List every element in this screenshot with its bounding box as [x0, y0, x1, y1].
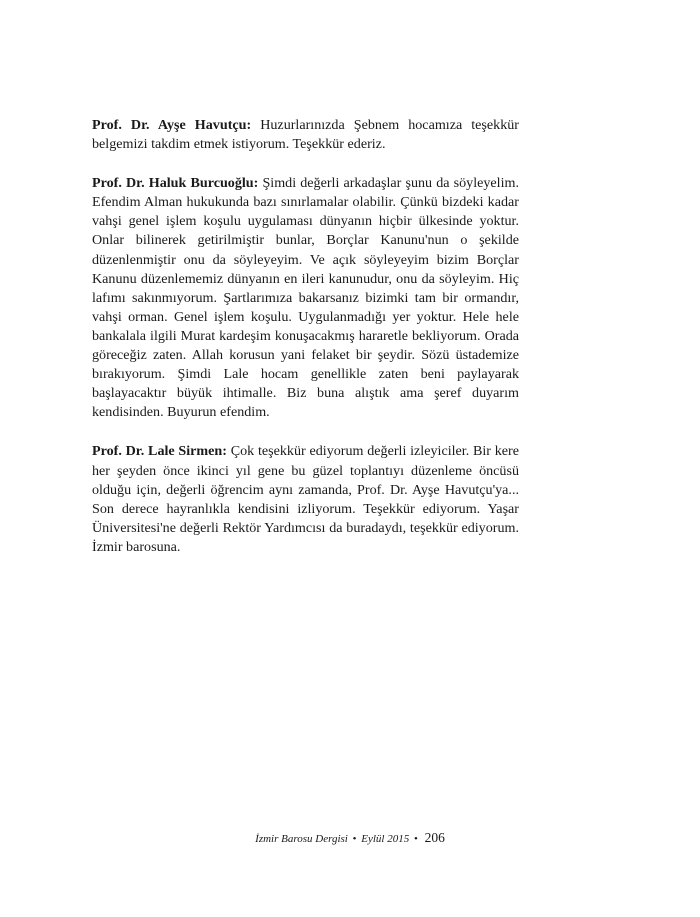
paragraph-sirmen [92, 442, 519, 557]
footer-separator: • [352, 833, 357, 845]
speaker-name: Prof. Dr. Ayşe Havutçu: [92, 117, 252, 133]
document-body [92, 116, 519, 577]
paragraph-text: Huzurlarınızda Şebnem hocamıza teşekkür belgemizi takdim etmek istiyorum. Teşekkür ederiz. [92, 117, 519, 153]
speaker-name: Prof. Dr. Haluk Burcuoğlu: [92, 175, 259, 192]
paragraph-text: Şimdi değerli arkadaşlar şunu da söyleyelim. Efendim Alman hukukunda bazı sınırlamalar olabilir. Çünkü bizdeki kadar vahşi genel işlem koşulu uygulaması dünyanın hiçbir ülkesinde yoktur. Onlar bilinerek getirilmiştir bunlar, Borçlar Kanunu'nun o şekilde düzenlenmiştir onu da söyleyeyim. Ve açık söyleyeyim bizim Borçlar Kanunu düzenlememiz dünyanın en ileri kanunudur, onu da söyleyim. Hiç lafımı sakınmıyorum. Şartlarımıza bakarsanız bizimki tam bir ormandır, vahşi orman. Genel işlem koşulu. Uygulanmadığı yer yoktur. Hele hele bankalala ilgili Murat kardeşim konuşacakmış hararetle bekliyorum. Orada göreceğiz zaten. Allah korusun yani felaket bir şeydir. Sözü üstademize bırakıyorum. Şimdi Lale hocam genellikle zaten beni paylayarak başlayacaktır büyük ihtimalle. Biz buna alıştık ama şeref duyarım kendisinden. Buyurun efendim. [92, 175, 519, 421]
paragraph-text: Çok teşekkür ediyorum değerli izleyiciler. Bir kere her şeyden önce ikinci yıl gene bu güzel toplantıyı düzenleme öncüsü olduğu için, değerli öğrencim aynı zamanda, Prof. Dr. Ayşe Havutçu'ya... Son derece hayranlıkla kendisini izliyorum. Teşekkür ediyorum. Yaşar Üniversitesi'ne değerli Rektör Yardımcısı da buradaydı, teşekkür ediyorum. İzmir barosuna. [92, 443, 519, 555]
speaker-name: Prof. Dr. Lale Sirmen: [92, 443, 227, 460]
page-number: 206 [424, 830, 445, 845]
paragraph-havutcu [92, 116, 519, 154]
page-footer [0, 831, 700, 846]
footer-separator-2: • [413, 833, 418, 845]
journal-date: Eylül 2015 [361, 833, 410, 845]
journal-title: İzmir Barosu Dergisi [255, 833, 348, 845]
paragraph-burcuoglu [92, 174, 519, 422]
